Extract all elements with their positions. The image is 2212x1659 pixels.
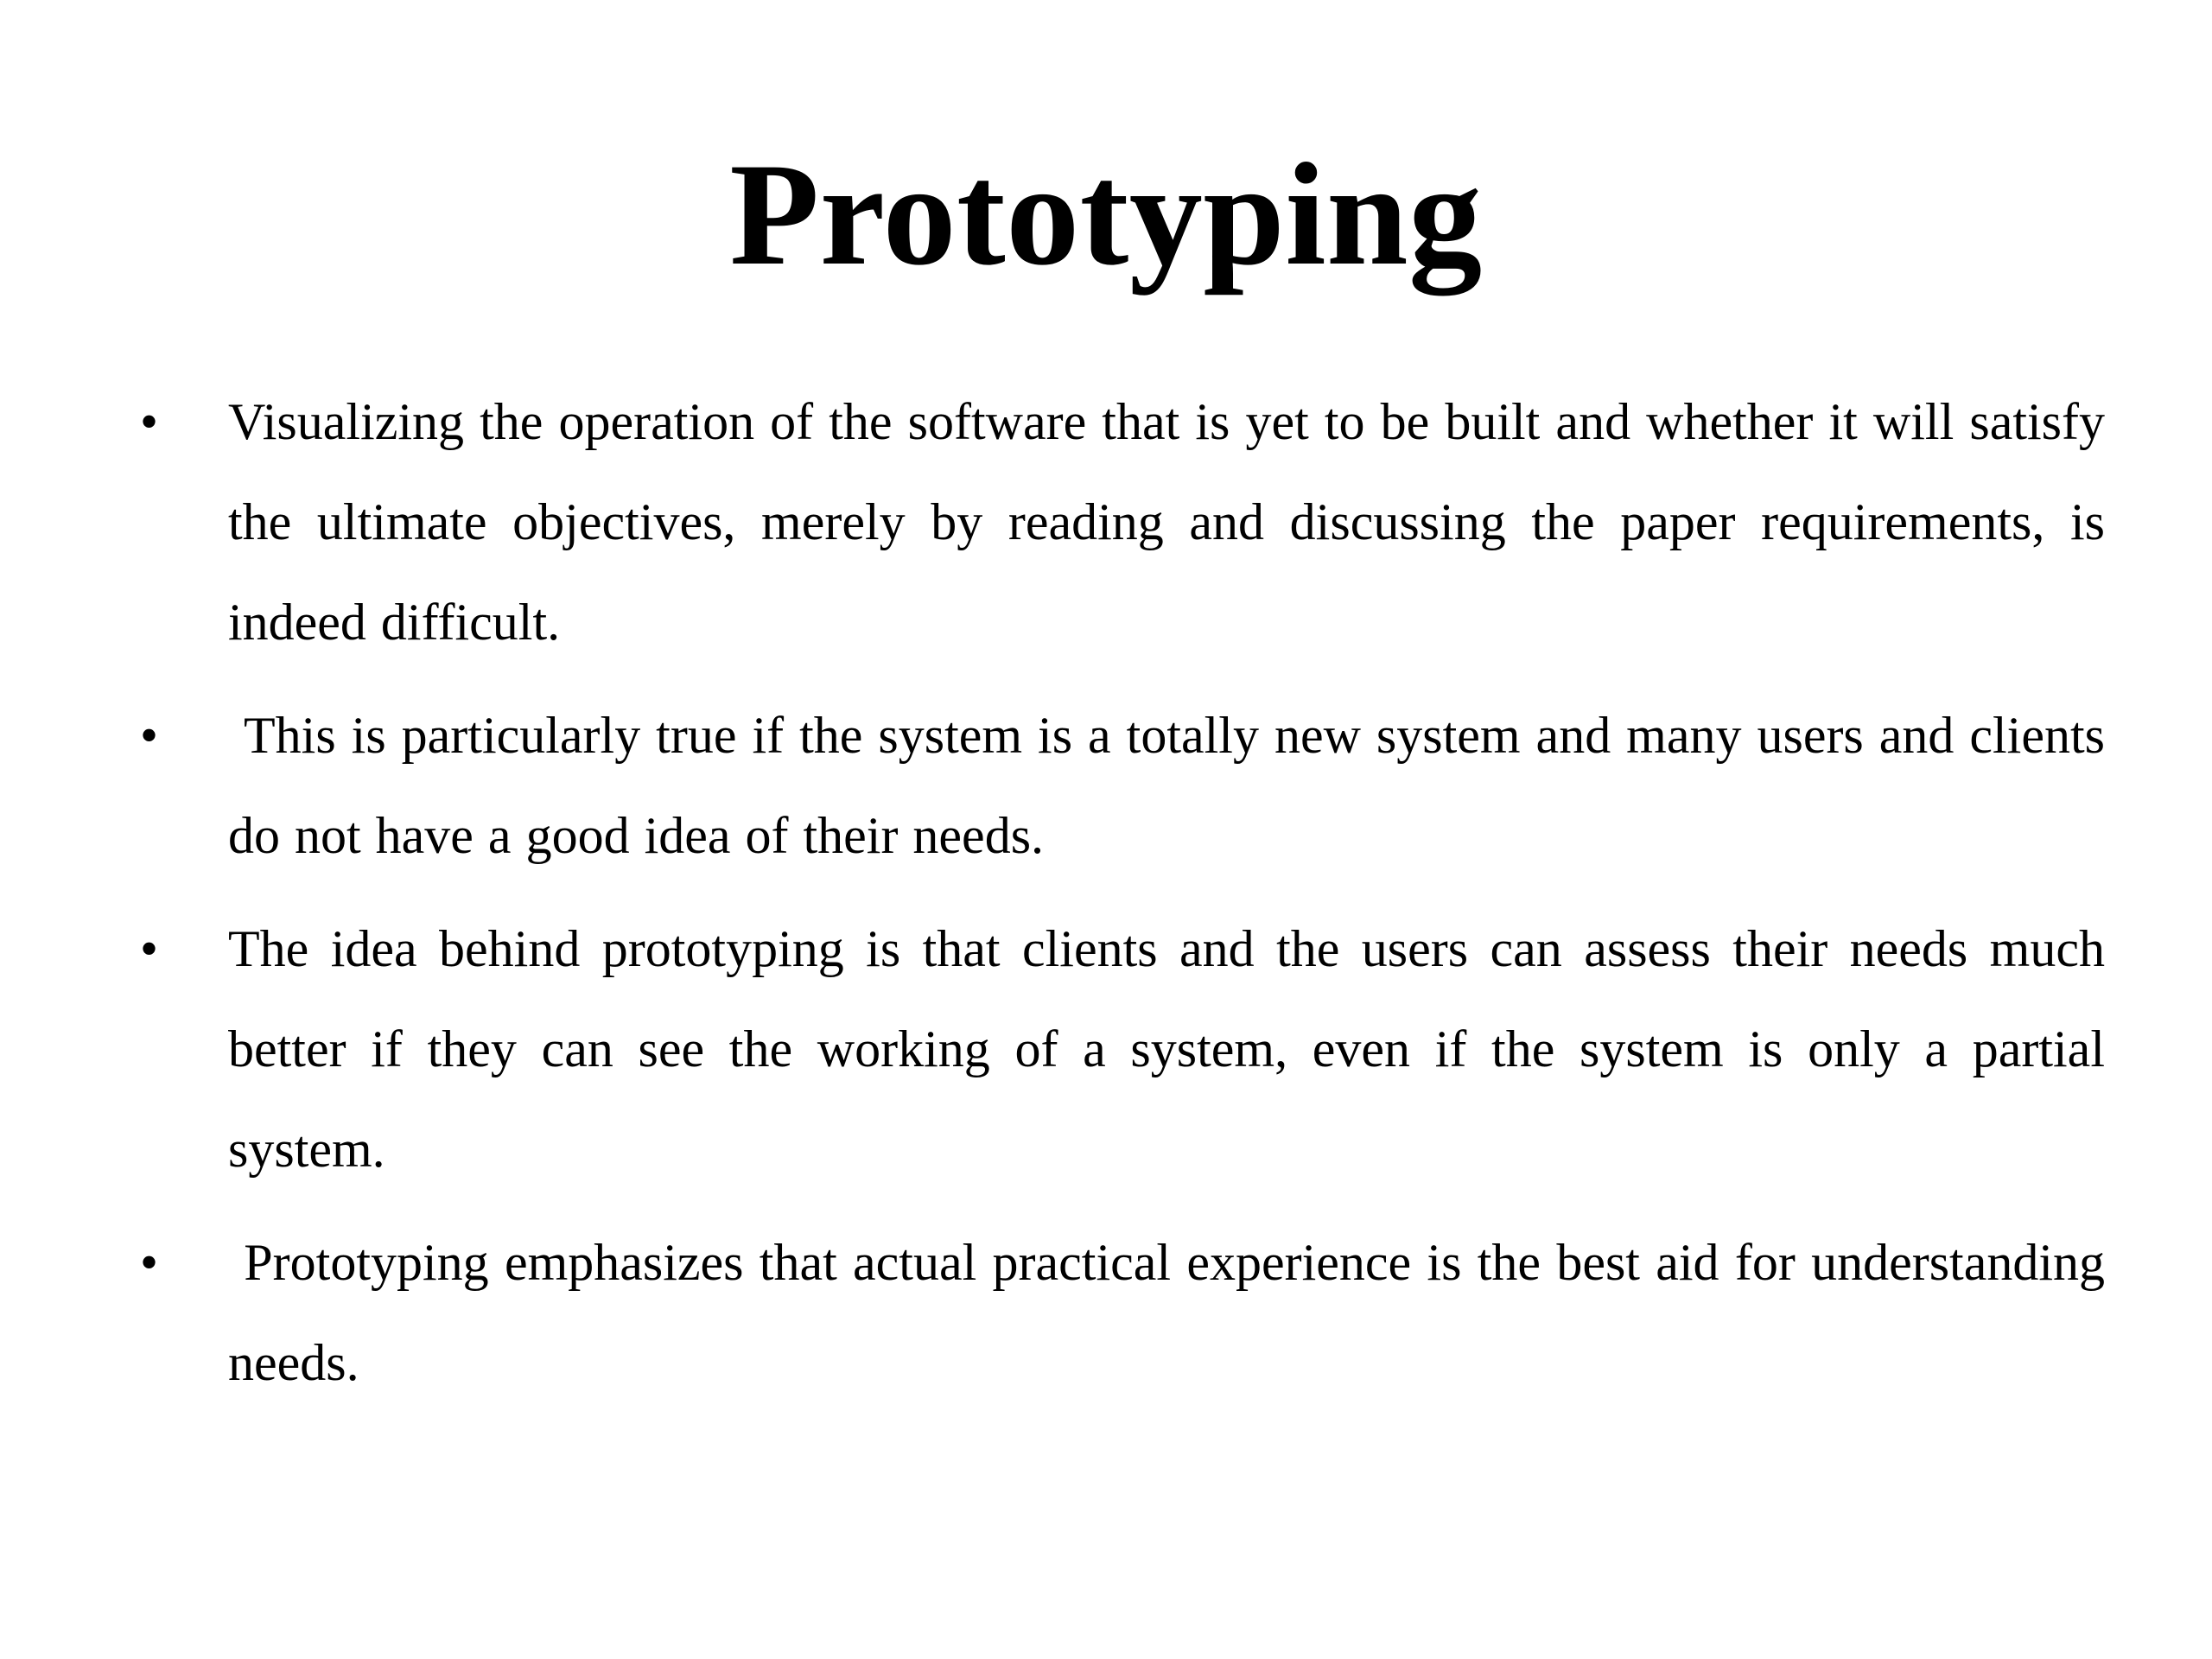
bullet-icon: •	[140, 920, 159, 977]
bullet-item	[0, 685, 2212, 886]
slide-title: Prototyping	[729, 133, 1483, 296]
bullet-list	[0, 372, 2212, 1426]
bullet-text: Visualizing the operation of the software that is yet to be built and whether it will satisfy the ultimate objectives, merely by reading and discussing the paper requirements, is indeed difficult.	[228, 393, 2105, 651]
bullet-item	[0, 899, 2212, 1199]
bullet-icon: •	[140, 707, 159, 764]
bullet-text: Prototyping emphasizes that actual practical experience is the best aid for understanding needs.	[228, 1234, 2120, 1391]
bullet-icon: •	[140, 393, 159, 450]
bullet-text: The idea behind prototyping is that clients and the users can assess their needs much better if they can see the working of a system, even if the system is only a partial system.	[228, 920, 2105, 1178]
bullet-icon: •	[140, 1234, 159, 1291]
bullet-item	[0, 372, 2212, 672]
bullet-text: This is particularly true if the system is a totally new system and many users and clients do not have a good idea of their needs.	[228, 707, 2120, 864]
bullet-item	[0, 1212, 2212, 1413]
